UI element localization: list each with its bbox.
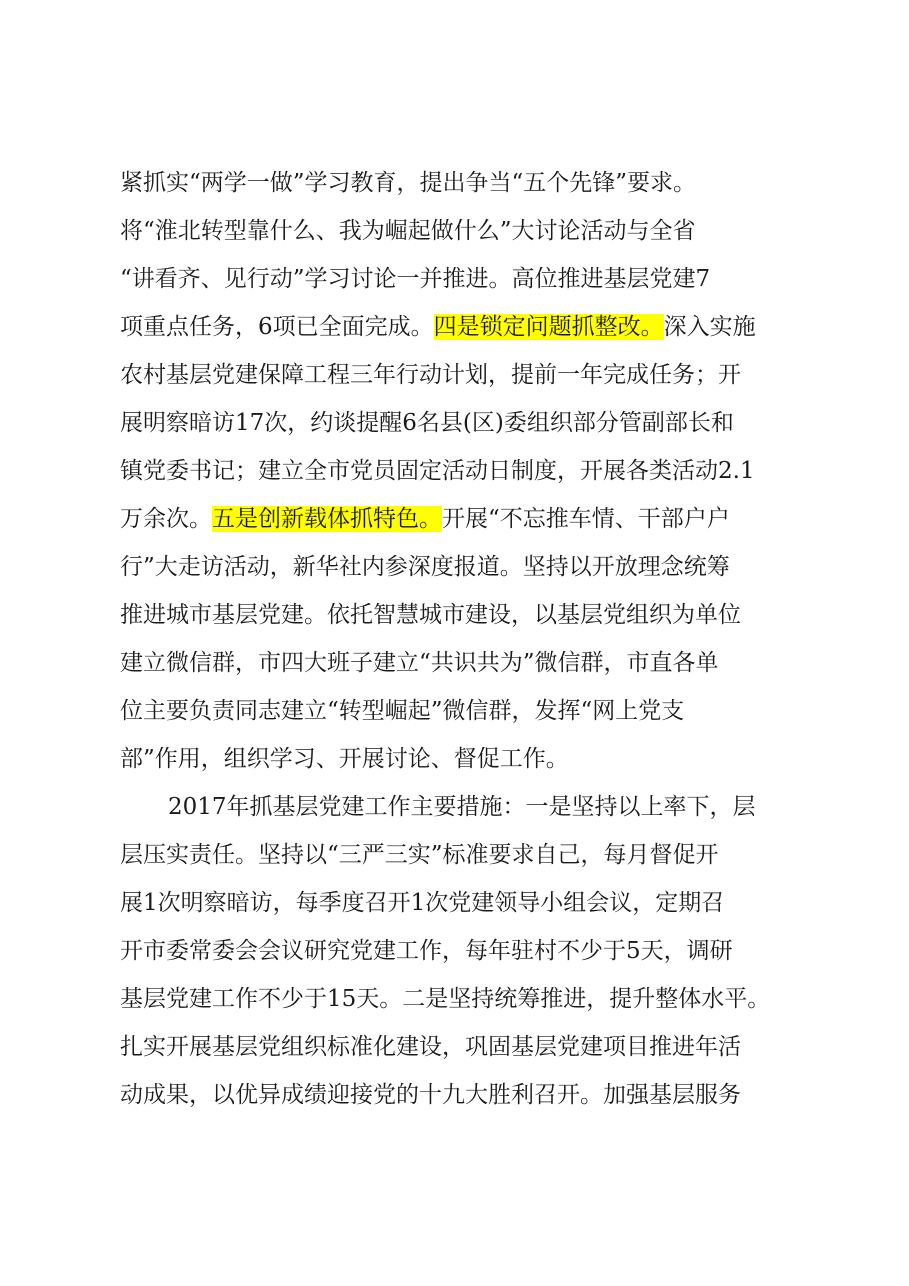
text-line: 镇党委书记；建立全市党员固定活动日制度，开展各类活动2.1 (120, 458, 755, 484)
text-segment: 万余次。 (120, 506, 212, 532)
text-line: 扎实开展基层党组织标准化建设，巩固基层党建项目推进年活 (120, 1034, 741, 1060)
text-line: 开市委常委会会议研究党建工作，每年驻村不少于5天，调研 (120, 938, 733, 964)
text-segment: 开展“不忘推车情、干部户户 (442, 506, 730, 532)
highlighted-heading: 五是创新载体抓特色。 (212, 506, 442, 532)
text-line: 紧抓实“两学一做”学习教育，提出争当“五个先锋”要求。 (120, 170, 697, 196)
text-line: 部”作用，组织学习、开展讨论、督促工作。 (120, 746, 569, 772)
text-line: 建立微信群，市四大班子建立“共识共为”微信群，市直各单 (120, 650, 719, 676)
text-line (120, 501, 800, 537)
text-line (120, 309, 800, 345)
text-line: 动成果，以优异成绩迎接党的十九大胜利召开。加强基层服务 (120, 1082, 741, 1108)
text-line: 农村基层党建保障工程三年行动计划，提前一年完成任务；开 (120, 362, 741, 388)
text-line: 推进城市基层党建。依托智慧城市建设，以基层党组织为单位 (120, 602, 741, 628)
text-line: 层压实责任。坚持以“三严三实”标准要求自己，每月督促开 (120, 842, 719, 868)
text-line: 展明察暗访17次，约谈提醒6名县(区)委组织部分管副部长和 (120, 410, 734, 436)
text-line: 位主要负责同志建立“转型崛起”微信群，发挥“网上党支 (120, 698, 685, 724)
text-line: 基层党建工作不少于15天。二是坚持统筹推进，提升整体水平。 (120, 986, 771, 1012)
text-line: “讲看齐、见行动”学习讨论一并推进。高位推进基层党建7 (120, 266, 711, 292)
paragraph-first-line: 2017年抓基层党建工作主要措施：一是坚持以上率下，层 (168, 794, 756, 820)
text-segment: 项重点任务，6项已全面完成。 (120, 314, 434, 340)
text-segment: 深入实施 (663, 314, 756, 340)
highlighted-heading: 四是锁定问题抓整改。 (433, 314, 664, 340)
text-line: 展1次明察暗访，每季度召开1次党建领导小组会议，定期召 (120, 890, 725, 916)
text-line: 将“淮北转型靠什么、我为崛起做什么”大讨论活动与全省 (120, 218, 696, 244)
text-line: 行”大走访活动，新华社内参深度报道。坚持以开放理念统筹 (120, 554, 730, 580)
